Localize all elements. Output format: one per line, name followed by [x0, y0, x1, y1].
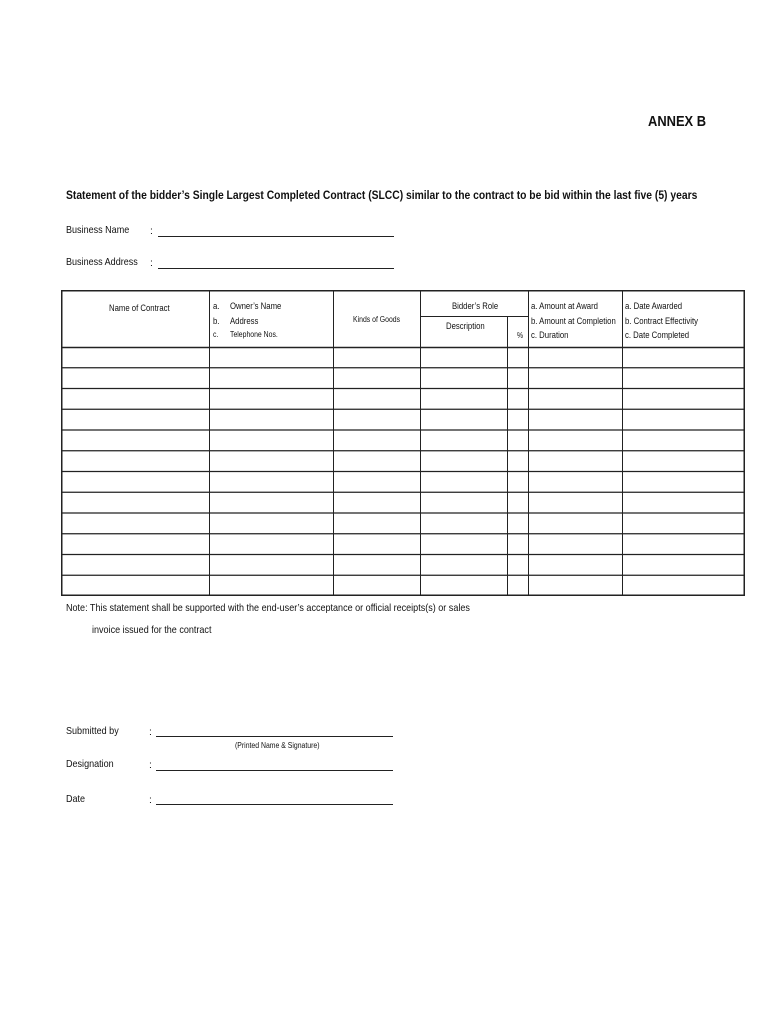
header-date-awarded: a. Date Awarded: [625, 301, 683, 311]
designation-label: Designation: [66, 758, 114, 770]
header-amount-award: a. Amount at Award: [531, 301, 598, 311]
printed-name-hint: (Printed Name & Signature): [235, 741, 320, 750]
header-kinds-of-goods: Kinds of Goods: [353, 315, 401, 324]
business-name-colon: :: [150, 225, 153, 237]
business-name-line[interactable]: [158, 236, 394, 237]
slcc-table: [61, 290, 745, 596]
header-bidders-role: Bidder’s Role: [452, 301, 499, 311]
header-owner-b-letter: b.: [213, 315, 220, 326]
header-owner-address: Address: [230, 315, 259, 326]
header-contract-effectivity: b. Contract Effectivity: [625, 315, 698, 326]
designation-colon: :: [149, 759, 152, 771]
header-owner-telephone: Telephone Nos.: [230, 330, 278, 339]
date-line[interactable]: [156, 804, 393, 805]
submitted-by-label: Submitted by: [66, 725, 119, 737]
header-description: Description: [446, 321, 485, 331]
business-address-label: Business Address: [66, 256, 138, 268]
header-owner-c-letter: c.: [213, 330, 219, 339]
submitted-by-colon: :: [149, 726, 152, 738]
header-owner-name: Owner’s Name: [230, 301, 282, 311]
statement-heading: Statement of the bidder’s Single Largest Completed Contract (SLCC) similar to the contract to be bid within the last five (5) years: [66, 188, 698, 202]
business-address-colon: :: [150, 257, 153, 269]
designation-line[interactable]: [156, 770, 393, 771]
business-address-line[interactable]: [158, 268, 394, 269]
note-line-1: Note: This statement shall be supported with the end-user’s acceptance or official receipts(s) or sales: [66, 602, 470, 614]
header-name-of-contract: Name of Contract: [109, 303, 170, 313]
header-date-completed: c. Date Completed: [625, 330, 690, 340]
header-percent: %: [517, 331, 524, 340]
note-line-2: invoice issued for the contract: [92, 624, 212, 636]
annex-title: ANNEX B: [648, 113, 707, 130]
header-owner-a-letter: a.: [213, 301, 220, 311]
date-label: Date: [66, 793, 86, 805]
header-amount-completion: b. Amount at Completion: [531, 315, 616, 326]
date-colon: :: [149, 794, 152, 806]
business-name-label: Business Name: [66, 224, 130, 236]
submitted-by-line[interactable]: [156, 736, 393, 737]
header-duration: c. Duration: [531, 330, 569, 340]
